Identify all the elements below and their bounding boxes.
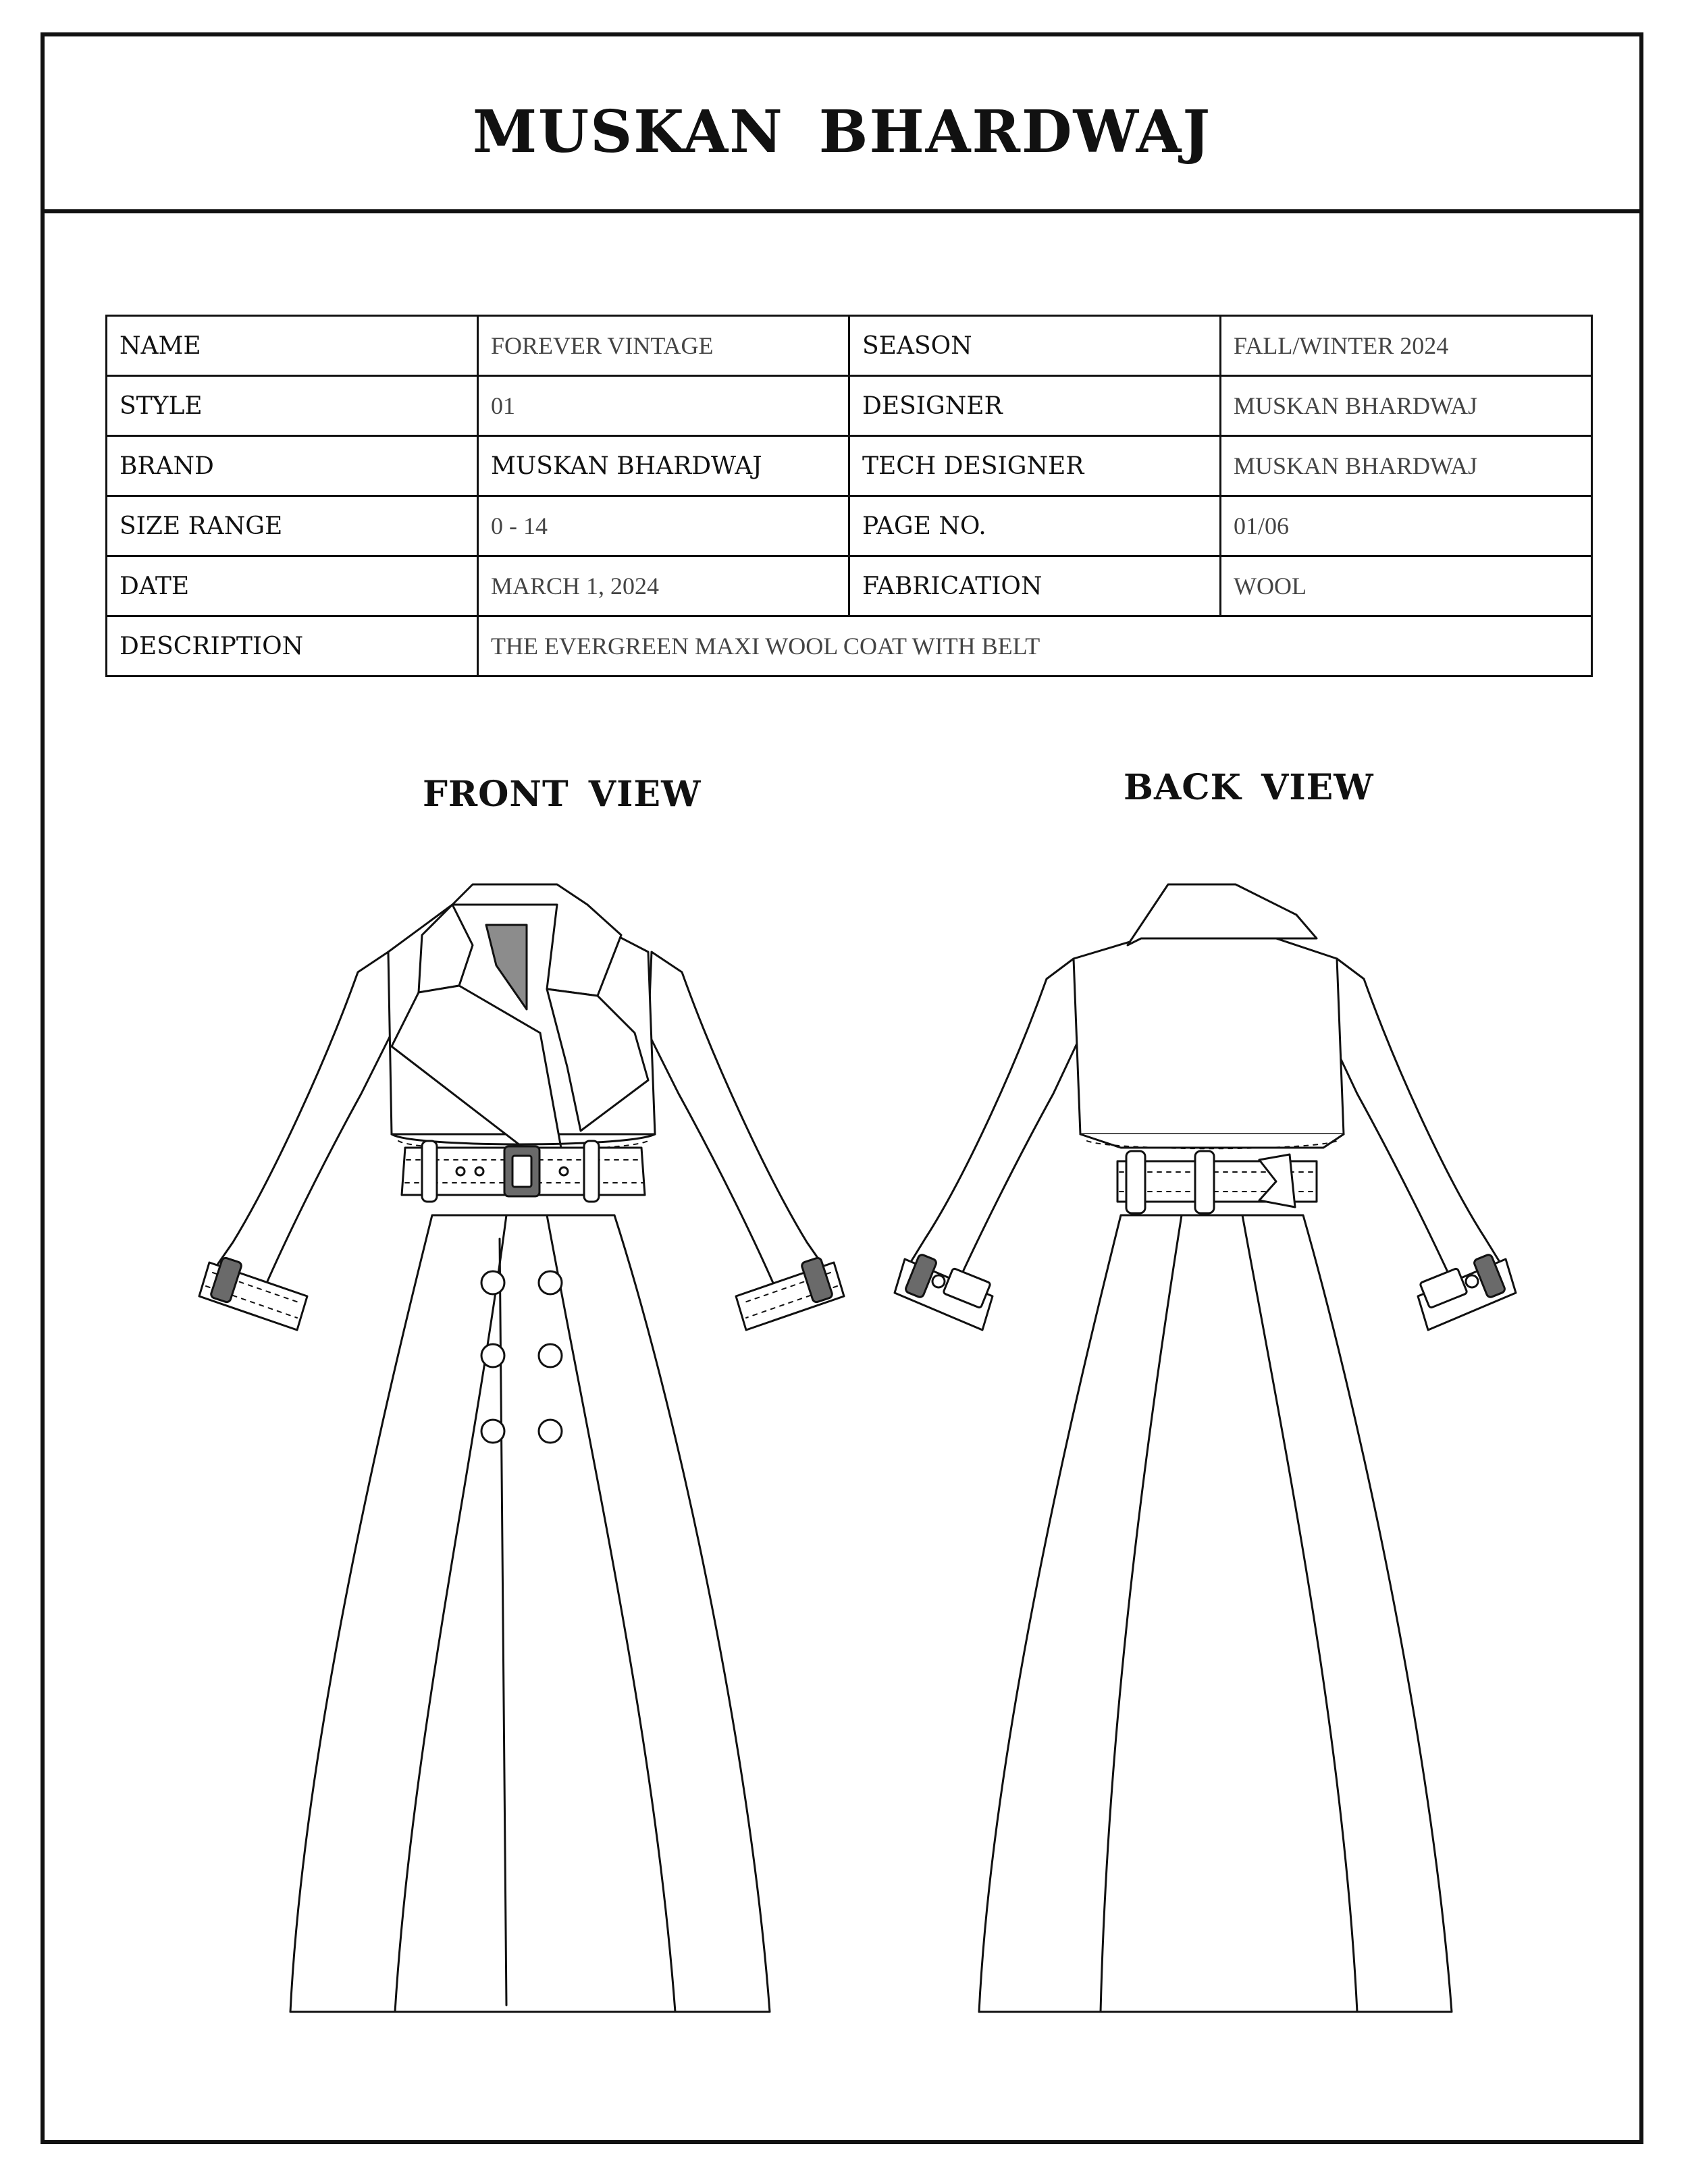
spec-label: STYLE — [107, 376, 478, 436]
right-sleeve — [648, 952, 837, 1306]
front-view-coat-sketch — [189, 864, 858, 2066]
title-bar — [45, 36, 1639, 213]
page-title: MUSKAN BHARDWAJ — [472, 97, 1212, 166]
spec-label: DATE — [107, 556, 478, 616]
left-sleeve — [203, 952, 392, 1306]
table-row — [107, 316, 1592, 376]
spec-value: 0 - 14 — [478, 496, 849, 556]
back-view-label: BACK VIEW — [1124, 767, 1374, 808]
belt-loop — [584, 1141, 599, 1202]
table-row — [107, 556, 1592, 616]
spec-value: WOOL — [1221, 556, 1592, 616]
coat-button — [539, 1344, 562, 1367]
spec-value: FALL/WINTER 2024 — [1221, 316, 1592, 376]
spec-label: NAME — [107, 316, 478, 376]
table-row — [107, 616, 1592, 676]
spec-label: PAGE NO. — [849, 496, 1221, 556]
spec-label: SEASON — [849, 316, 1221, 376]
spec-value: MUSKAN BHARDWAJ — [1221, 376, 1592, 436]
coat-button — [481, 1344, 504, 1367]
coat-skirt — [290, 1215, 770, 2012]
spec-value: MUSKAN BHARDWAJ — [1221, 436, 1592, 496]
back-view-coat-sketch — [885, 864, 1526, 2066]
spec-value: 01 — [478, 376, 849, 436]
belt-loop — [422, 1141, 437, 1202]
spec-value: FOREVER VINTAGE — [478, 316, 849, 376]
right-sleeve — [1330, 959, 1512, 1303]
left-sleeve — [898, 959, 1080, 1303]
coat-skirt — [979, 1215, 1452, 2012]
belt-loop — [1126, 1151, 1145, 1213]
spec-label: SIZE RANGE — [107, 496, 478, 556]
description-label: DESCRIPTION — [107, 616, 478, 676]
spec-label: TECH DESIGNER — [849, 436, 1221, 496]
coat-button — [539, 1271, 562, 1294]
spec-label: DESIGNER — [849, 376, 1221, 436]
coat-button — [539, 1420, 562, 1443]
belt-loop — [1195, 1151, 1214, 1213]
spec-value: MUSKAN BHARDWAJ — [478, 436, 849, 496]
spec-label: BRAND — [107, 436, 478, 496]
spec-label: FABRICATION — [849, 556, 1221, 616]
table-row — [107, 376, 1592, 436]
spec-value: MARCH 1, 2024 — [478, 556, 849, 616]
spec-table — [105, 315, 1593, 677]
coat-bodice — [1074, 938, 1344, 1134]
front-view-label: FRONT VIEW — [423, 774, 702, 815]
collar — [1128, 884, 1317, 945]
description-value: THE EVERGREEN MAXI WOOL COAT WITH BELT — [478, 616, 1592, 676]
table-row — [107, 436, 1592, 496]
coat-button — [481, 1420, 504, 1443]
spec-value: 01/06 — [1221, 496, 1592, 556]
table-row — [107, 496, 1592, 556]
coat-button — [481, 1271, 504, 1294]
